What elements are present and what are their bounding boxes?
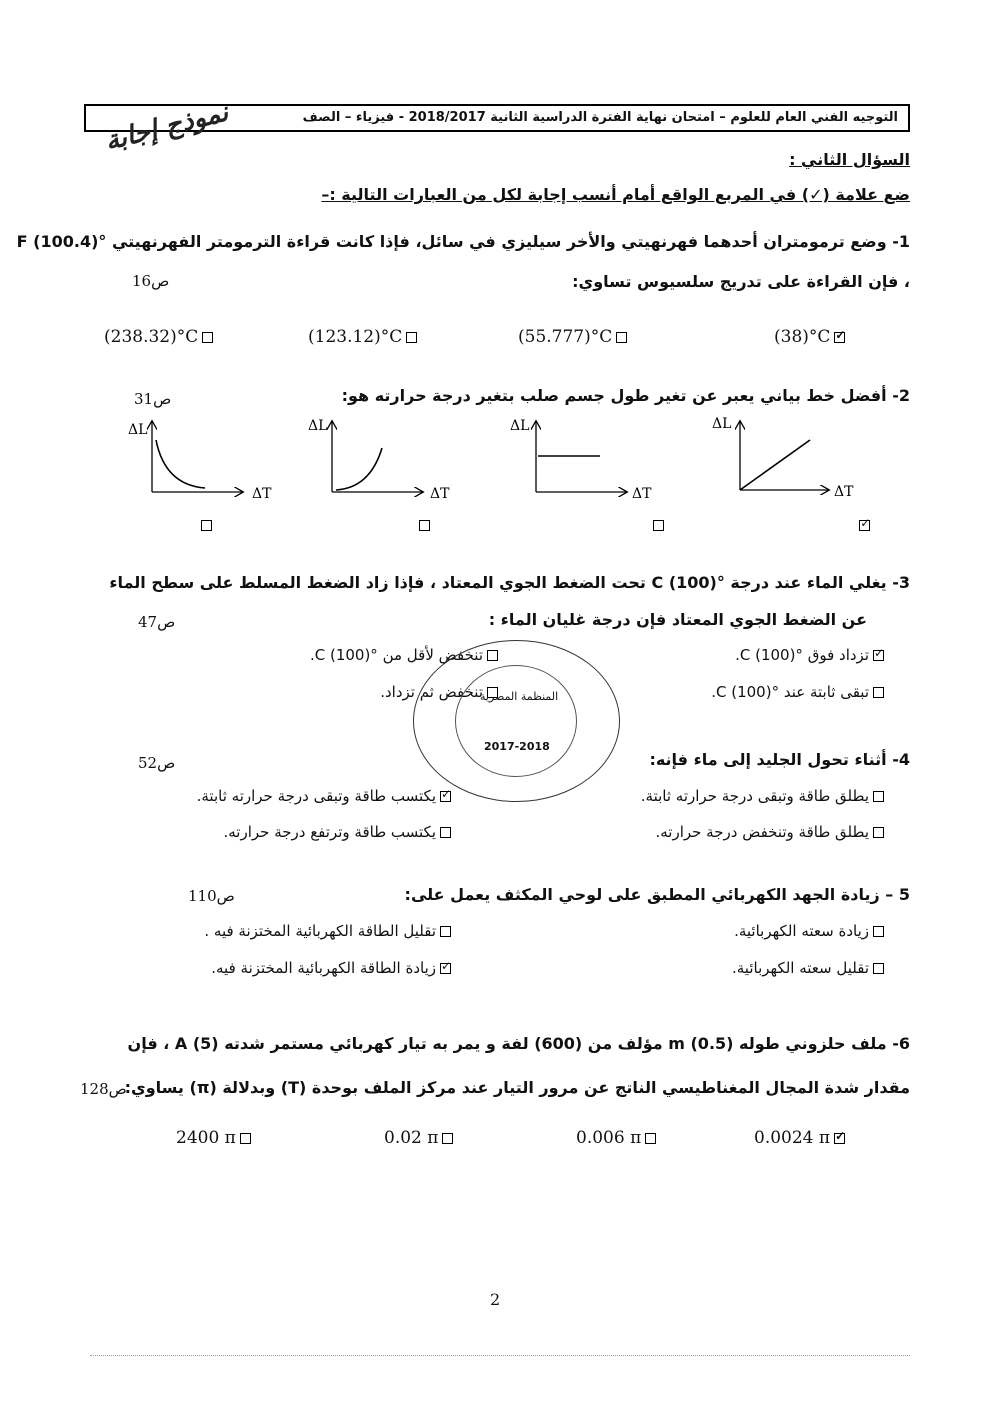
- graph-linear: [712, 416, 854, 500]
- checkbox-checked-icon[interactable]: [834, 332, 845, 343]
- checkbox-icon[interactable]: [873, 791, 884, 802]
- q5-option-3[interactable]: تقليل سعته الكهربائية.: [732, 959, 888, 977]
- section-instruction: ضع علامة (✓) في المربع الواقع أمام أنسب إجابة لكل من العبارات التالية :–: [321, 185, 910, 204]
- q2-option-2-checkbox-icon[interactable]: [653, 520, 664, 531]
- q5-option-1[interactable]: زيادة سعته الكهربائية.: [734, 922, 888, 940]
- checkbox-icon[interactable]: [406, 332, 417, 343]
- q3-option-3[interactable]: تبقى ثابتة عند °C (100).: [711, 683, 888, 701]
- q3-option-1[interactable]: ✓تزداد فوق °C (100).: [735, 646, 888, 664]
- q1-page-ref: ص16: [132, 272, 170, 290]
- q3-page-ref: ص47: [138, 613, 176, 631]
- checkbox-icon[interactable]: [873, 963, 884, 974]
- q4-option-2[interactable]: ✓يكتسب طاقة وتبقى درجة حرارته ثابتة.: [197, 787, 455, 805]
- checkbox-icon[interactable]: [240, 1133, 251, 1144]
- q6-option-2[interactable]: 0.006 π: [576, 1128, 660, 1148]
- checkbox-icon[interactable]: [440, 926, 451, 937]
- checkbox-checked-icon[interactable]: [440, 963, 451, 974]
- checkbox-icon[interactable]: [873, 827, 884, 838]
- q2-option-1-checkbox-checked-icon[interactable]: [859, 520, 870, 531]
- checkbox-icon[interactable]: [202, 332, 213, 343]
- checkbox-icon[interactable]: [873, 926, 884, 937]
- q2-option-3-checkbox-icon[interactable]: [419, 520, 430, 531]
- axis-y-label: ΔL: [510, 418, 530, 434]
- axis-x-label: ΔT: [632, 486, 652, 502]
- axis-x-label: ΔT: [252, 486, 272, 502]
- q6-text-line1: 6- ملف حلزوني طوله m (0.5) مؤلف من (600) لفة و يمر به تيار كهربائي مستمر شدته A (5) ، فإن: [127, 1034, 910, 1053]
- q6-option-1[interactable]: 0.0024 π✓: [754, 1128, 849, 1148]
- q3-option-2[interactable]: تنخفض لأقل من °C (100).: [310, 646, 502, 664]
- q3-text-line2: عن الضغط الجوي المعتاد فإن درجة غليان الماء :: [488, 610, 867, 629]
- q1-option-3[interactable]: (123.12)°C: [308, 327, 421, 347]
- q2-option-4-checkbox-icon[interactable]: [201, 520, 212, 531]
- q1-text-line1: 1- وضع ترمومتران أحدهما فهرنهيتي والأخر سيليزي في سائل، فإذا كانت قراءة الترمومتر الفهرنهيتي °F (100.4): [16, 232, 910, 251]
- q4-option-1[interactable]: يطلق طاقة وتبقى درجة حرارته ثابتة.: [641, 787, 888, 805]
- axis-x-label: ΔT: [834, 484, 854, 500]
- q2-text: 2- أفضل خط بياني يعبر عن تغير طول جسم صلب بتغير درجة حرارته هو:: [341, 386, 910, 405]
- q1-option-4[interactable]: (238.32)°C: [104, 327, 217, 347]
- checkbox-checked-icon[interactable]: [873, 650, 884, 661]
- q5-option-4[interactable]: ✓زيادة الطاقة الكهربائية المختزنة فيه.: [211, 959, 455, 977]
- q4-option-3[interactable]: يطلق طاقة وتنخفض درجة حرارته.: [655, 823, 888, 841]
- checkbox-icon[interactable]: [440, 827, 451, 838]
- graph-increasing-curve: [308, 418, 450, 502]
- axis-y-label: ΔL: [128, 422, 148, 438]
- q6-text-line2: مقدار شدة المجال المغناطيسي الناتج عن مرور التيار عند مركز الملف بوحدة (T) وبدلالة (π) يساوي:: [124, 1078, 910, 1097]
- q1-option-1[interactable]: (38)°C✓: [774, 327, 849, 347]
- axis-x-label: ΔT: [430, 486, 450, 502]
- graph-decreasing-curve: [128, 422, 272, 502]
- checkbox-checked-icon[interactable]: [440, 791, 451, 802]
- checkbox-icon[interactable]: [442, 1133, 453, 1144]
- footer-divider: [90, 1355, 910, 1356]
- exam-header-text: التوجيه الفني العام للعلوم – امتحان نهاية الفترة الدراسية الثانية 2018/2017 - فيزياء – الصف: [302, 110, 898, 125]
- checkbox-icon[interactable]: [645, 1133, 656, 1144]
- checkbox-icon[interactable]: [873, 687, 884, 698]
- q3-text-line1: 3- يغلي الماء عند درجة °C (100) تحت الضغط الجوي المعتاد ، فإذا زاد الضغط المسلط على سطح الماء: [109, 573, 910, 592]
- seal-year: 2017-2018: [484, 740, 550, 753]
- q4-text: 4- أثناء تحول الجليد إلى ماء فإنه:: [649, 750, 910, 769]
- seal-text: المنظمة المصرية: [480, 690, 559, 703]
- section-title: السؤال الثاني :: [789, 150, 910, 169]
- q6-option-3[interactable]: 0.02 π: [384, 1128, 457, 1148]
- q2-graphs: [120, 410, 880, 510]
- checkbox-checked-icon[interactable]: [834, 1133, 845, 1144]
- page-number: 2: [490, 1290, 501, 1309]
- q1-text-line2: ، فإن القراءة على تدريج سلسيوس تساوي:: [572, 272, 910, 291]
- q4-option-4[interactable]: يكتسب طاقة وترتفع درجة حرارته.: [223, 823, 455, 841]
- q3-option-4[interactable]: تنخفض ثم تزداد.: [380, 683, 502, 701]
- axis-y-label: ΔL: [308, 418, 328, 434]
- q1-option-2[interactable]: (55.777)°C: [518, 327, 631, 347]
- axis-y-label: ΔL: [712, 416, 732, 432]
- graph-constant: [510, 418, 652, 502]
- q5-text: 5 – زيادة الجهد الكهربائي المطبق على لوحي المكثف يعمل على:: [404, 885, 910, 904]
- q4-page-ref: ص52: [138, 754, 176, 772]
- q2-page-ref: ص31: [134, 390, 172, 408]
- q6-option-4[interactable]: 2400 π: [176, 1128, 255, 1148]
- q6-page-ref: ص128: [80, 1080, 127, 1098]
- official-seal-inner: [455, 665, 577, 777]
- q5-page-ref: ص110: [188, 887, 235, 905]
- answer-model-stamp: نموذج إجابة: [102, 97, 232, 157]
- checkbox-icon[interactable]: [616, 332, 627, 343]
- q5-option-2[interactable]: تقليل الطاقة الكهربائية المختزنة فيه .: [204, 922, 455, 940]
